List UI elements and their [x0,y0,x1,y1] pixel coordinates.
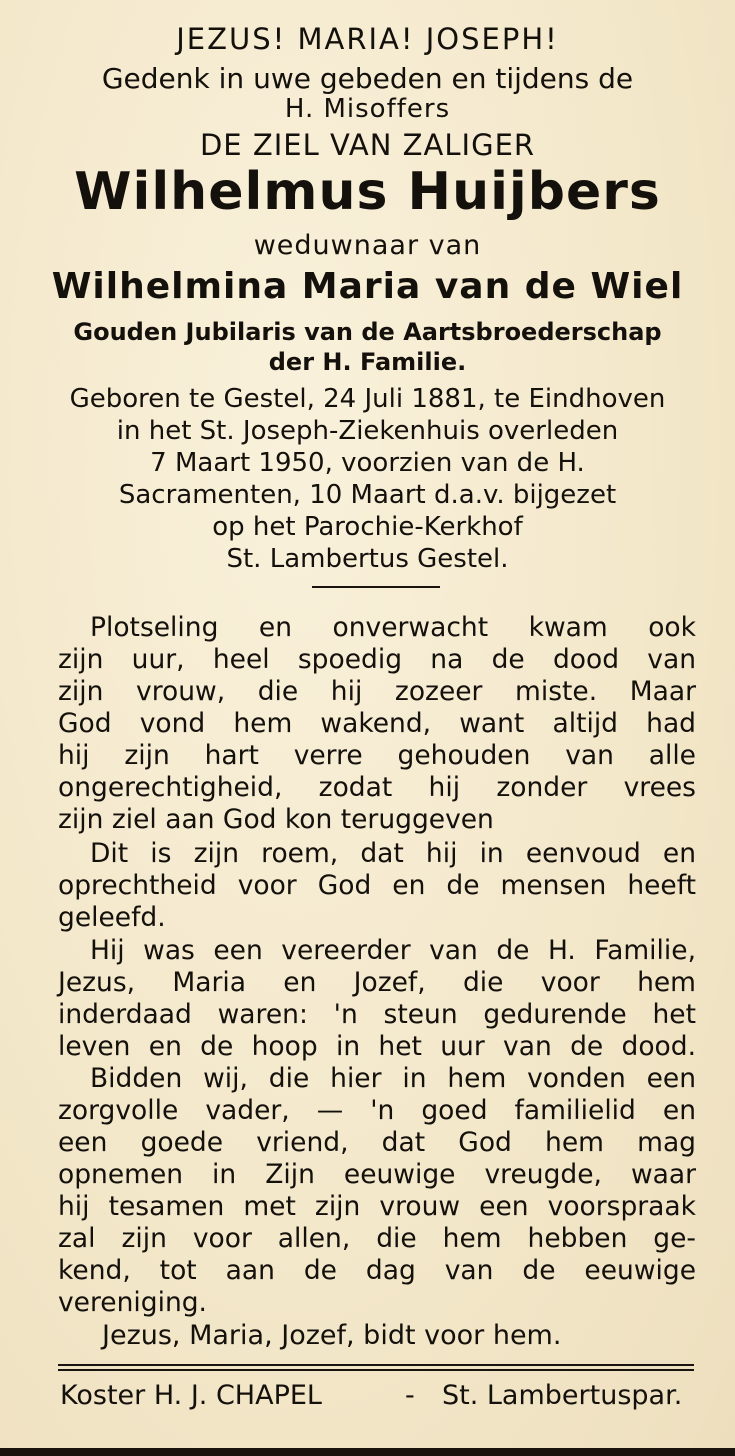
meditation-line: zijn uur, heel spoedig na de dood van [58,644,696,675]
biography-line: in het St. Joseph-Ziekenhuis overleden [116,416,619,446]
meditation-line: hij zijn hart verre gehouden van alle [58,740,696,771]
meditation-line: zal zijn voor allen, die hem hebben ge- [58,1223,696,1254]
biography-line: St. Lambertus Gestel. [226,544,509,574]
widower-of-label: weduwnaar van [253,230,482,261]
meditation-line: vereniging. [58,1287,207,1318]
meditation-line: Plotseling en onverwacht kwam ook [90,612,696,643]
printer-name: Koster H. J. CHAPEL [60,1380,322,1411]
meditation-line: zijn vrouw, die hij zozeer miste. Maar [58,676,696,707]
meditation-line: God vond hem wakend, want altijd had [58,708,696,739]
meditation-line: zijn ziel aan God kon teruggeven [58,804,494,835]
meditation-line: hij tesamen met zijn vrouw een voorspraak [58,1191,696,1222]
meditation-line: geleefd. [58,902,166,933]
meditation-line: Dit is zijn roem, dat hij in eenvoud en [90,838,696,869]
soul-of-heading: DE ZIEL VAN ZALIGER [199,128,536,162]
meditation-line: ongerechtigheid, zodat hij zonder vrees [58,772,696,803]
prayer-request-line-1: Gedenk in uwe gebeden en tijdens de [101,62,634,95]
meditation-line: een goede vriend, dat God hem mag [58,1127,696,1158]
spouse-name: Wilhelmina Maria van de Wiel [51,266,684,307]
closing-prayer: Jezus, Maria, Jozef, bidt voor hem. [102,1320,562,1351]
meditation-line: opnemen in Zijn eeuwige vreugde, waar [58,1159,696,1190]
meditation-line: kend, tot aan de dag van de eeuwige [58,1255,696,1286]
footer-rule-top [58,1364,694,1366]
meditation-line: Jezus, Maria en Jozef, die voor hem [58,967,696,998]
meditation-line: leven en de hoop in het uur van de dood. [58,1031,696,1062]
meditation-line: oprechtheid voor God en de mensen heeft [58,870,696,901]
meditation-line: zorgvolle vader, — 'n goed familielid en [58,1095,696,1126]
footer-separator: - [405,1380,415,1411]
footer-rule-bottom [58,1369,694,1371]
biography-line: op het Parochie-Kerkhof [212,512,523,542]
holy-names-heading: JEZUS! MARIA! JOSEPH! [176,22,559,56]
biography-line: Sacramenten, 10 Maart d.a.v. bijgezet [118,480,617,510]
prayer-request-line-2: H. Misoffers [284,94,451,124]
jubilee-line-1: Gouden Jubilaris van de Aartsbroederschap [73,318,662,346]
biography-line: 7 Maart 1950, voorzien van de H. [150,448,585,478]
meditation-line: inderdaad waren: 'n steun gedurende het [58,999,696,1030]
meditation-line: Hij was een vereerder van de H. Familie, [90,935,696,966]
parish-name: St. Lambertuspar. [442,1380,683,1411]
deceased-name: Wilhelmus Huijbers [74,162,661,222]
meditation-line: Bidden wij, die hier in hem vonden een [90,1063,696,1094]
biography-line: Geboren te Gestel, 24 Juli 1881, te Eindhoven [69,384,666,414]
section-divider [312,586,440,588]
jubilee-line-2: der H. Familie. [268,348,467,376]
